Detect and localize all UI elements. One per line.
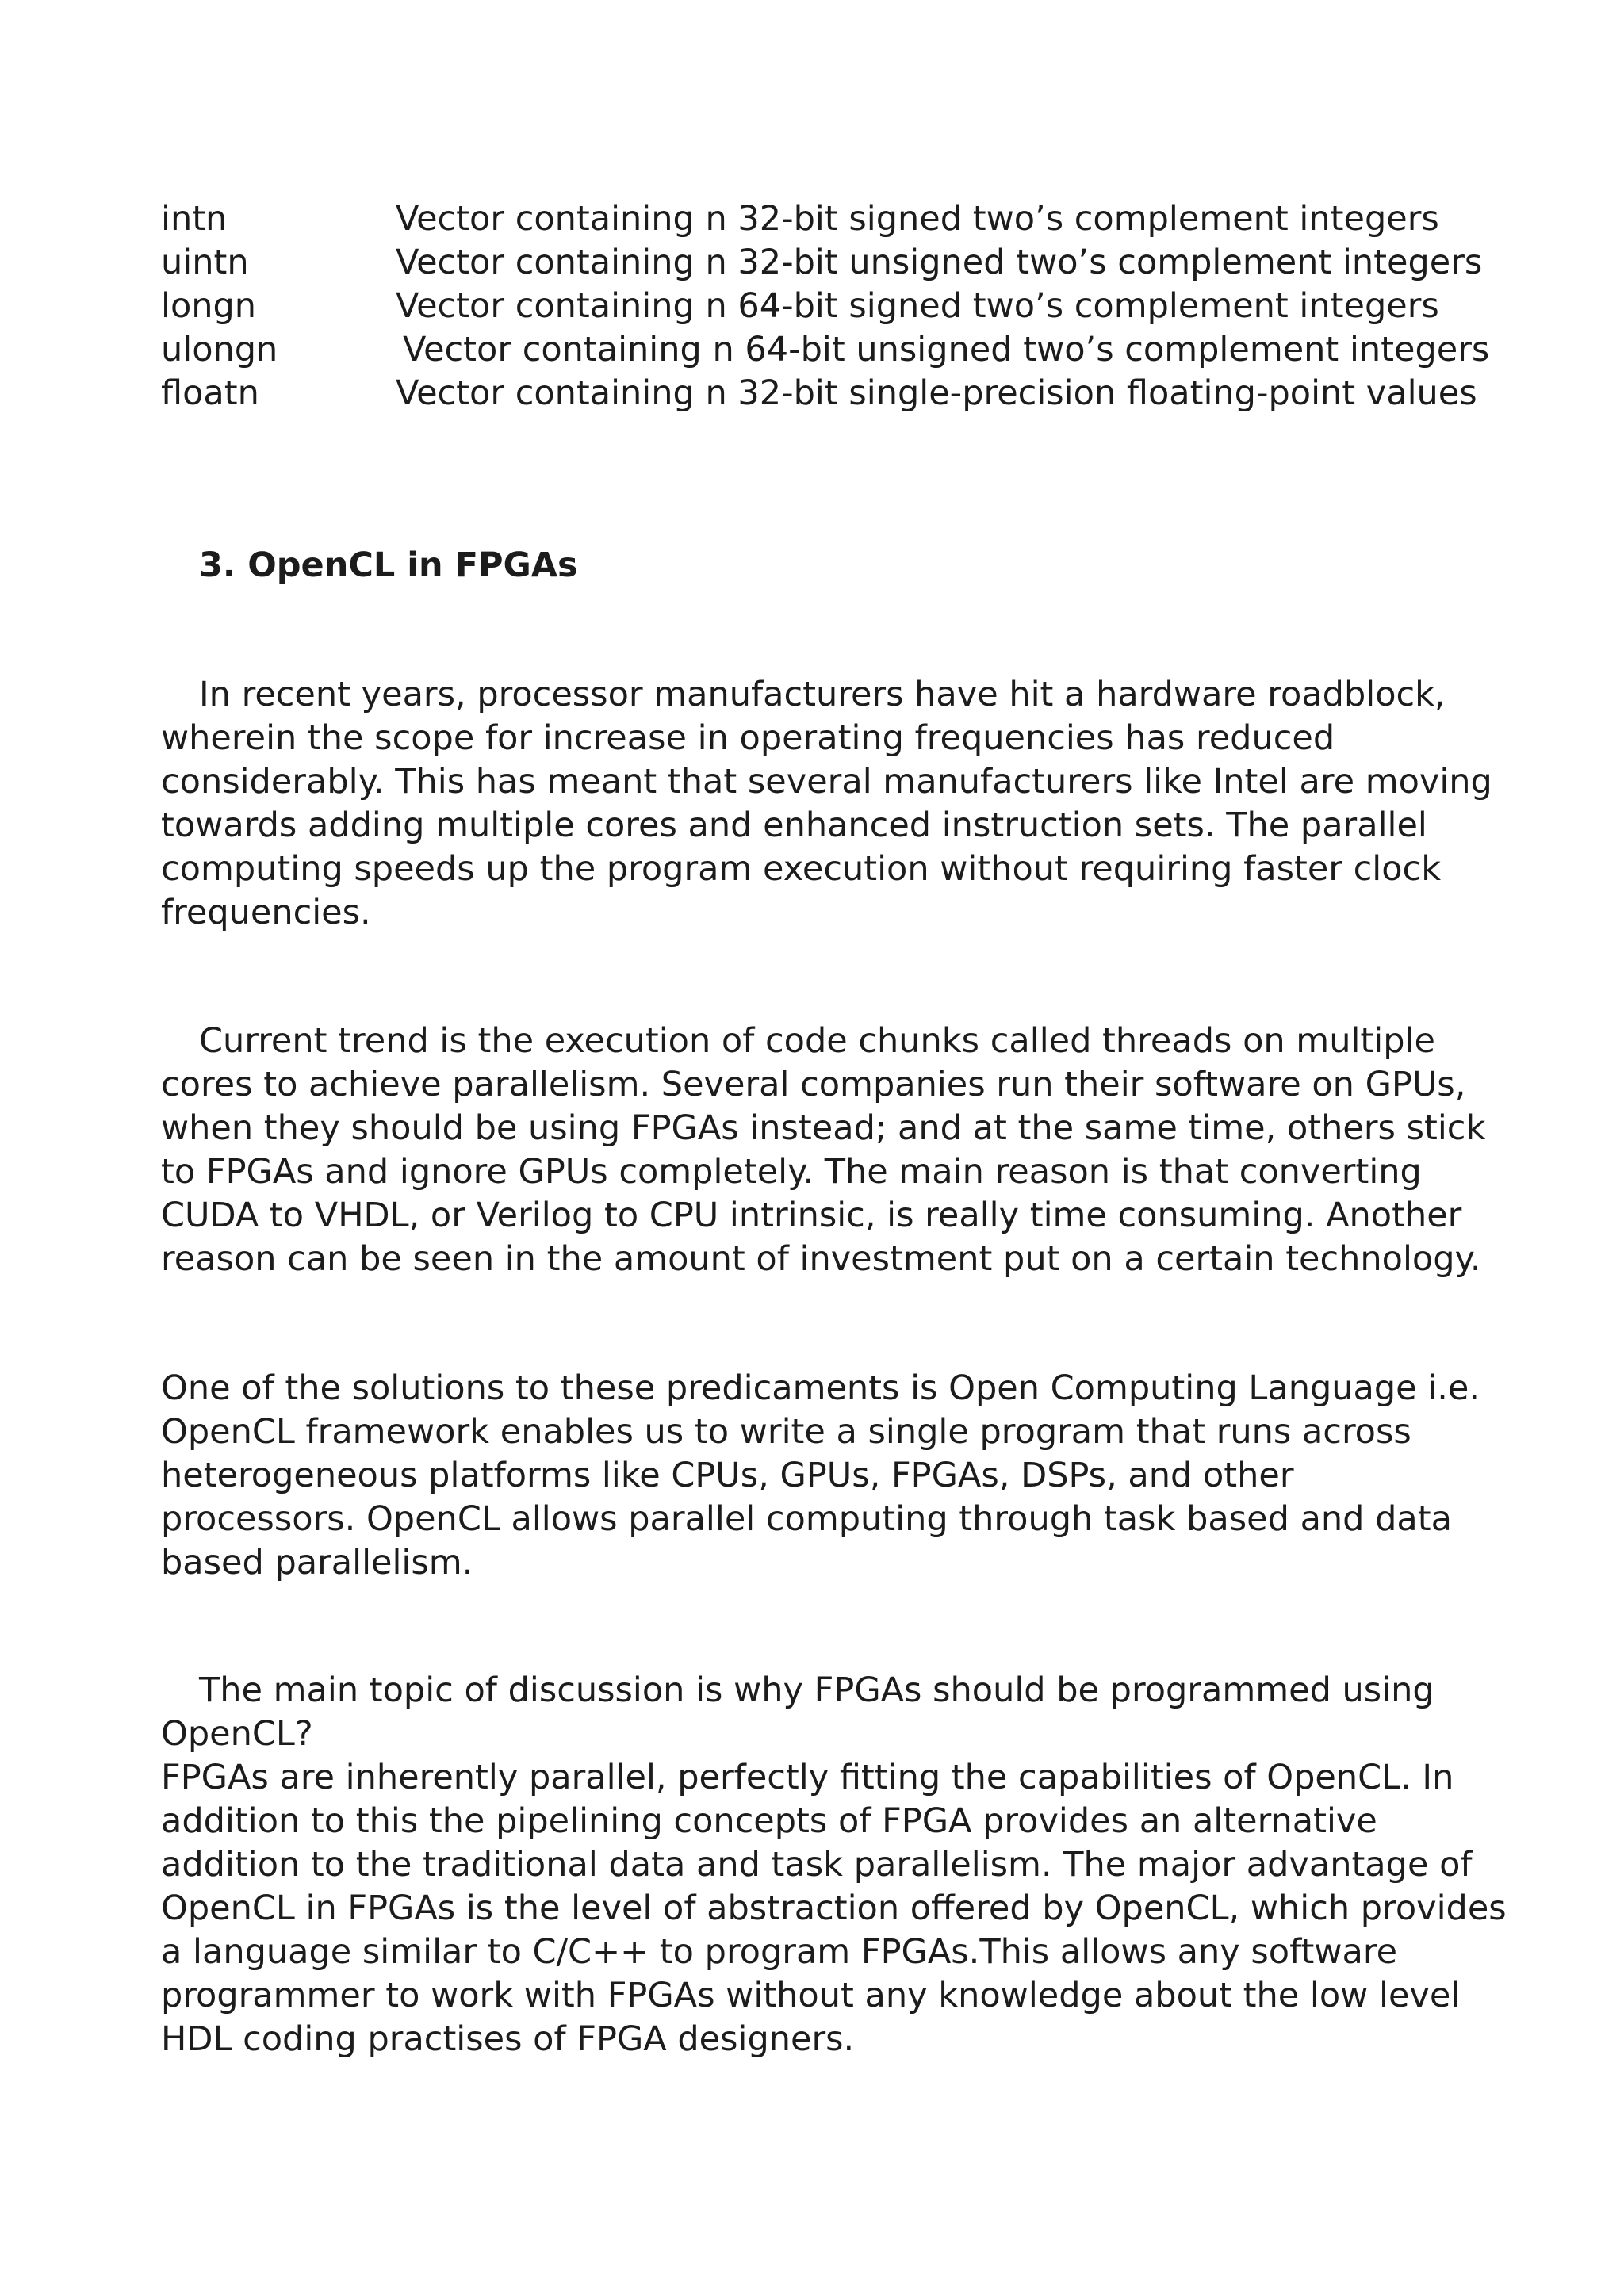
paragraph-line: reason can be seen in the amount of investment put on a certain technology.: [161, 1239, 1481, 1279]
type-description: Vector containing n 64-bit unsigned two’s complement integers: [403, 330, 1490, 369]
paragraph-line: The main topic of discussion is why FPGAs should be programmed using: [199, 1670, 1434, 1710]
vector-type-table: [161, 197, 1490, 415]
type-row: [161, 372, 1477, 415]
paragraph-line: cores to achieve parallelism. Several companies run their software on GPUs,: [161, 1065, 1466, 1104]
paragraph-line: addition to the traditional data and task parallelism. The major advantage of: [161, 1845, 1473, 1885]
paragraph-processor-roadblock: [161, 673, 1492, 935]
paragraph-line: programmer to work with FPGAs without any knowledge about the low level: [161, 1976, 1461, 2015]
type-description: Vector containing n 32-bit unsigned two’s complement integers: [396, 243, 1483, 282]
paragraph-line: based parallelism.: [161, 1543, 473, 1582]
paragraph-opencl-solution: [161, 1367, 1480, 1585]
paragraph-line: a language similar to C/C++ to program FPGAs.This allows any software: [161, 1932, 1398, 1972]
paragraph-line: to FPGAs and ignore GPUs completely. The main reason is that converting: [161, 1152, 1422, 1192]
type-row: [161, 241, 1483, 285]
type-name: intn: [161, 199, 228, 239]
paragraph-current-trend: [161, 1020, 1486, 1281]
paragraph-line: OpenCL in FPGAs is the level of abstraction offered by OpenCL, which provides: [161, 1888, 1507, 1928]
type-row: [161, 285, 1477, 328]
paragraph-line: OpenCL framework enables us to write a single program that runs across: [161, 1412, 1411, 1452]
paragraph-line: In recent years, processor manufacturers have hit a hardware roadblock,: [199, 675, 1446, 714]
type-name: longn: [161, 286, 257, 326]
type-description: Vector containing n 32-bit signed two’s complement integers: [396, 199, 1439, 239]
paragraph-line: computing speeds up the program execution without requiring faster clock: [161, 849, 1442, 889]
paragraph-line: HDL coding practises of FPGA designers.: [161, 2019, 855, 2059]
paragraph-line: FPGAs are inherently parallel, perfectly fitting the capabilities of OpenCL. In: [161, 1758, 1454, 1797]
paragraph-line: wherein the scope for increase in operating frequencies has reduced: [161, 718, 1335, 758]
paragraph-line: when they should be using FPGAs instead; and at the same time, others stick: [161, 1108, 1486, 1148]
paragraph-line: processors. OpenCL allows parallel computing through task based and data: [161, 1499, 1452, 1539]
paragraph-why-opencl-fpga: [161, 1669, 1507, 2061]
paragraph-line: Current trend is the execution of code chunks called threads on multiple: [199, 1021, 1435, 1061]
type-name: ulongn: [161, 330, 278, 369]
type-description: Vector containing n 64-bit signed two’s complement integers: [396, 286, 1439, 326]
paragraph-line: considerably. This has meant that several manufacturers like Intel are moving: [161, 762, 1492, 802]
paragraph-line: One of the solutions to these predicaments is Open Computing Language i.e.: [161, 1368, 1480, 1408]
paragraph-line: addition to this the pipelining concepts of FPGA provides an alternative: [161, 1801, 1377, 1841]
type-name: uintn: [161, 243, 249, 282]
paragraph-line: towards adding multiple cores and enhanced instruction sets. The parallel: [161, 806, 1427, 845]
type-description: Vector containing n 32-bit single-precision floating-point values: [396, 373, 1477, 413]
paragraph-line: OpenCL?: [161, 1714, 313, 1754]
type-name: floatn: [161, 373, 259, 413]
paragraph-line: frequencies.: [161, 893, 371, 932]
section-heading: 3. OpenCL in FPGAs: [199, 545, 578, 585]
type-row: [161, 197, 1477, 241]
paragraph-line: heterogeneous platforms like CPUs, GPUs, FPGAs, DSPs, and other: [161, 1456, 1294, 1495]
type-row: [161, 328, 1490, 372]
paragraph-line: CUDA to VHDL, or Verilog to CPU intrinsic, is really time consuming. Another: [161, 1196, 1462, 1235]
